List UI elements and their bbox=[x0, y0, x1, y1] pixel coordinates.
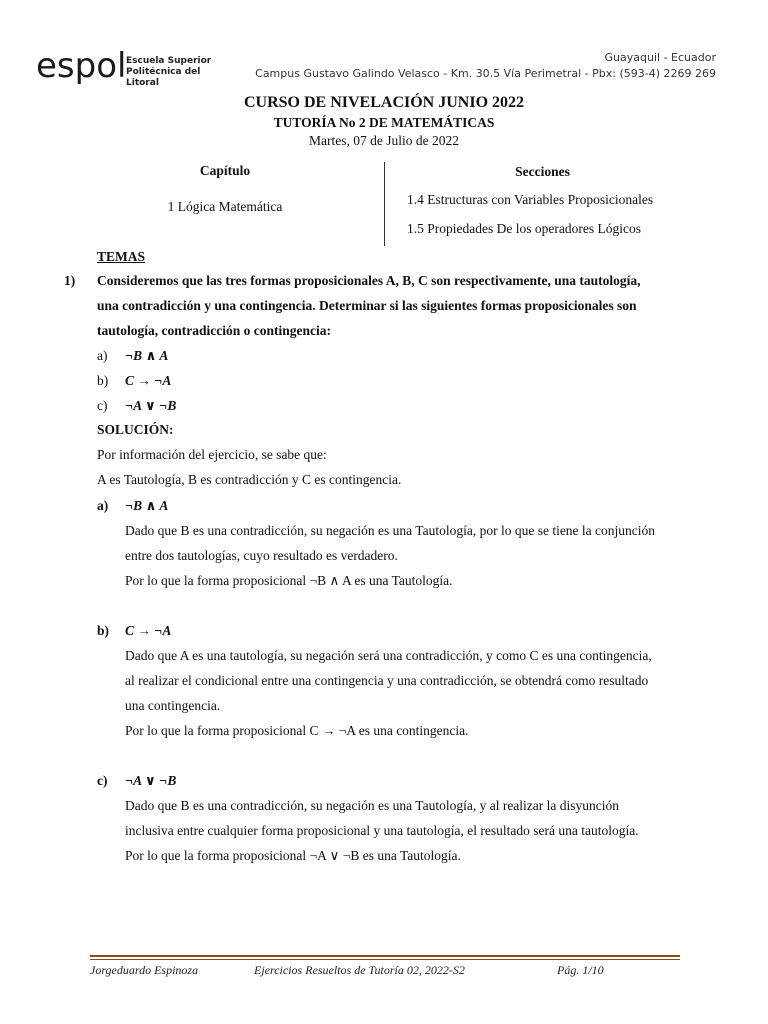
sol-b-line-1: Dado que A es una tautología, su negación será una contradicción, y como C es una contingencia, bbox=[125, 648, 652, 663]
sol-a-line-1: Dado que B es una contradicción, su negación es una Tautología, por lo que se tiene la conjunción bbox=[125, 523, 656, 538]
chapter-header: Capítulo bbox=[199, 163, 251, 178]
chapter-value: 1 Lógica Matemática bbox=[167, 199, 283, 214]
sol-c-line-2: inclusiva entre cualquier forma proposicional y una tautología, el resultado será una tautología. bbox=[125, 823, 639, 838]
section-1: 1.4 Estructuras con Variables Proposicionales bbox=[407, 192, 654, 207]
footer-document: Ejercicios Resueltos de Tutoría 02, 2022-S2 bbox=[254, 963, 465, 977]
sol-c-label: c) bbox=[97, 773, 108, 788]
item-c-expr: ¬A ∨ ¬B bbox=[125, 398, 177, 413]
item-c-label: c) bbox=[97, 398, 108, 413]
sol-b-line-2: al realizar el condicional entre una contingencia y una contradicción, se obtendrá como resultado bbox=[125, 673, 649, 688]
header-location: Guayaquil - Ecuador bbox=[604, 51, 716, 64]
item-b-expr: C → ¬A bbox=[125, 373, 172, 388]
problem-line-1: Consideremos que las tres formas proposicionales A, B, C son respectivamente, una tautología, bbox=[97, 273, 641, 288]
date: Martes, 07 de Julio de 2022 bbox=[309, 133, 459, 148]
solution-intro-2: A es Tautología, B es contradicción y C es contingencia. bbox=[97, 472, 402, 487]
sol-c-line-1: Dado que B es una contradicción, su negación es una Tautología, y al realizar la disyunción bbox=[125, 798, 620, 813]
logo-line-2: Politécnica del Litoral bbox=[126, 67, 201, 88]
sol-b-line-4: Por lo que la forma proposicional C → ¬A es una contingencia. bbox=[125, 723, 469, 738]
footer-page: Pág. 1/10 bbox=[557, 963, 604, 977]
footer-author: Jorgeduardo Espinoza bbox=[90, 963, 199, 977]
logo-wordmark: espol bbox=[36, 46, 127, 86]
sol-b-expr: C → ¬A bbox=[125, 623, 172, 638]
item-a-expr: ¬B ∧ A bbox=[125, 348, 169, 363]
item-a-label: a) bbox=[97, 348, 108, 363]
sol-a-line-2: entre dos tautologías, cuyo resultado es verdadero. bbox=[125, 548, 398, 563]
problem-line-3: tautología, contradicción o contingencia: bbox=[97, 323, 331, 338]
espol-logo bbox=[36, 48, 221, 88]
sol-b-label: b) bbox=[97, 623, 110, 638]
table-divider bbox=[384, 162, 385, 246]
sol-a-label: a) bbox=[97, 498, 109, 513]
topics-label: TEMAS bbox=[97, 249, 146, 264]
course-title: CURSO DE NIVELACIÓN JUNIO 2022 bbox=[243, 94, 525, 111]
sol-a-line-3: Por lo que la forma proposicional ¬B ∧ A es una Tautología. bbox=[125, 573, 453, 588]
sections-header: Secciones bbox=[515, 164, 570, 179]
problem-line-2: una contradicción y una contingencia. Determinar si las siguientes formas proposicionales son bbox=[97, 298, 637, 313]
logo-line-1: Escuela Superior bbox=[126, 56, 212, 66]
problem-number: 1) bbox=[64, 273, 76, 288]
header-address: Campus Gustavo Galindo Velasco - Km. 30.5 Vía Perimetral - Pbx: (593-4) 2269 269 bbox=[255, 67, 716, 80]
solution-label: SOLUCIÓN: bbox=[97, 422, 174, 437]
sol-c-line-3: Por lo que la forma proposicional ¬A ∨ ¬B es una Tautología. bbox=[125, 848, 461, 863]
section-2: 1.5 Propiedades De los operadores Lógicos bbox=[407, 221, 641, 236]
sol-a-expr: ¬B ∧ A bbox=[125, 498, 169, 513]
sol-c-expr: ¬A ∨ ¬B bbox=[125, 773, 177, 788]
footer-rule-thin bbox=[90, 959, 680, 960]
item-b-label: b) bbox=[97, 373, 109, 388]
tutoring-title: TUTORÍA No 2 DE MATEMÁTICAS bbox=[273, 115, 495, 130]
footer-rule bbox=[90, 955, 680, 957]
sol-b-line-3: una contingencia. bbox=[125, 698, 221, 713]
solution-intro-1: Por información del ejercicio, se sabe que: bbox=[97, 447, 327, 462]
